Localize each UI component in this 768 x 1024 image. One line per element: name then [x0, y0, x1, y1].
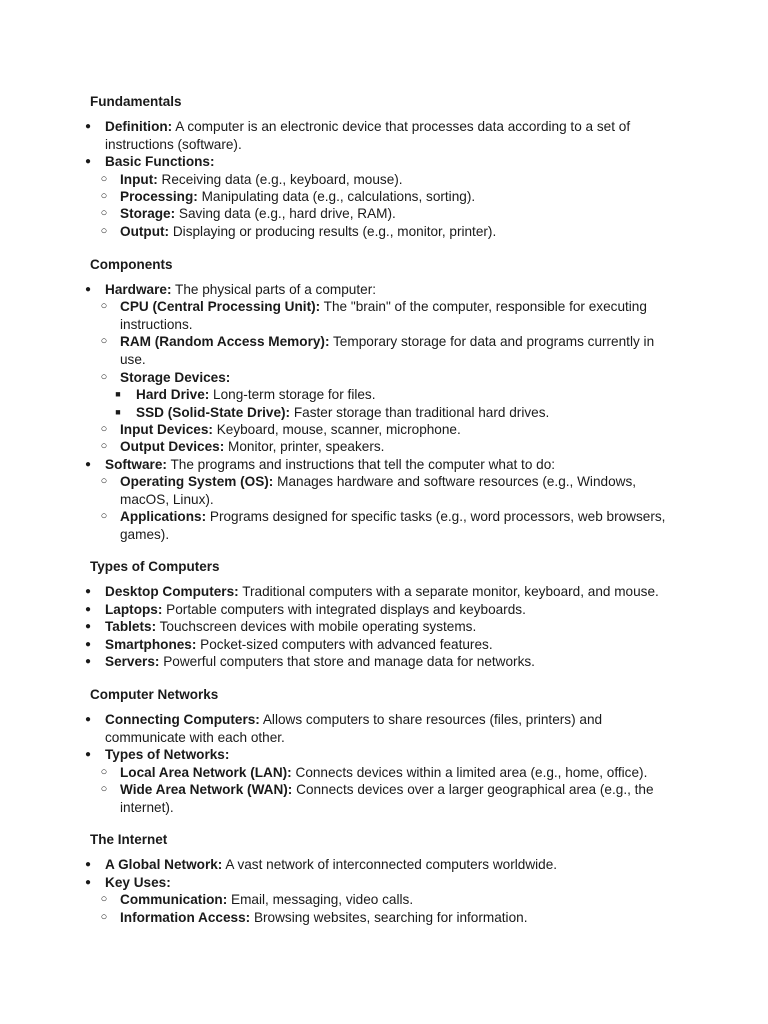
list-item-text: [105, 618, 685, 636]
list-item-text: [120, 438, 680, 456]
item-description: Manipulating data (e.g., calculations, sorting).: [197, 189, 476, 204]
item-description: The physical parts of a computer:: [171, 282, 376, 297]
item-term: Communication:: [120, 892, 228, 907]
item-term: Basic Functions:: [105, 154, 215, 169]
item-term: Applications:: [120, 509, 207, 524]
item-description: The "brain" of the computer, responsible for executing instructions.: [120, 299, 647, 332]
bullet-filled-circle: ●: [84, 656, 92, 667]
item-term: Local Area Network (LAN):: [120, 765, 292, 780]
bullet-filled-circle: ●: [84, 284, 92, 295]
heading-computer-networks: Computer Networks: [90, 687, 219, 702]
item-description: Browsing websites, searching for information.: [250, 910, 528, 925]
bullet-filled-circle: ●: [84, 639, 92, 650]
item-description: Connects devices over a larger geographical area (e.g., the internet).: [120, 782, 654, 815]
item-description: Portable computers with integrated displays and keyboards.: [162, 602, 526, 617]
heading-types-of-computers: Types of Computers: [90, 559, 220, 574]
item-term: Wide Area Network (WAN):: [120, 782, 293, 797]
list-item-text: [120, 205, 680, 223]
item-term: Key Uses:: [105, 875, 171, 890]
bullet-hollow-circle: ○: [100, 783, 108, 795]
item-term: Connecting Computers:: [105, 712, 260, 727]
bullet-hollow-circle: ○: [100, 335, 108, 347]
item-term: Processing:: [120, 189, 198, 204]
bullet-filled-square: ■: [115, 389, 121, 399]
item-description: Touchscreen devices with mobile operating systems.: [156, 619, 477, 634]
list-item-text: [120, 781, 680, 816]
bullet-filled-circle: ●: [84, 586, 92, 597]
item-description: Keyboard, mouse, scanner, microphone.: [212, 422, 461, 437]
item-term: Software:: [105, 457, 167, 472]
item-description: Long-term storage for files.: [209, 387, 376, 402]
bullet-hollow-circle: ○: [100, 893, 108, 905]
bullet-hollow-circle: ○: [100, 911, 108, 923]
list-item-text: [136, 404, 681, 422]
item-description: Powerful computers that store and manage data for networks.: [159, 654, 535, 669]
item-term: Input Devices:: [120, 422, 213, 437]
bullet-filled-circle: ●: [84, 459, 92, 470]
bullet-hollow-circle: ○: [100, 225, 108, 237]
item-description: Receiving data (e.g., keyboard, mouse).: [157, 172, 403, 187]
item-term: Servers:: [105, 654, 160, 669]
item-description: Email, messaging, video calls.: [227, 892, 414, 907]
list-item-text: [105, 601, 685, 619]
list-item-text: [105, 281, 685, 299]
item-term: Hardware:: [105, 282, 172, 297]
item-term: Input:: [120, 172, 158, 187]
item-term: Storage:: [120, 206, 176, 221]
item-term: Operating System (OS):: [120, 474, 274, 489]
item-description: Traditional computers with a separate monitor, keyboard, and mouse.: [238, 584, 659, 599]
list-item-text: [136, 386, 681, 404]
list-item-text: [120, 764, 680, 782]
item-term: Information Access:: [120, 910, 251, 925]
list-item-text: [120, 369, 680, 387]
bullet-filled-circle: ●: [84, 859, 92, 870]
list-item-text: [105, 636, 685, 654]
item-term: Hard Drive:: [136, 387, 210, 402]
item-description: Programs designed for specific tasks (e.g., word processors, web browsers, games).: [120, 509, 666, 542]
bullet-filled-circle: ●: [84, 604, 92, 615]
item-description: Temporary storage for data and programs currently in use.: [120, 334, 655, 367]
item-description: Saving data (e.g., hard drive, RAM).: [175, 206, 396, 221]
heading-the-internet: The Internet: [90, 832, 168, 847]
list-item-text: [120, 473, 680, 508]
list-item-text: [120, 891, 680, 909]
list-item-text: [105, 456, 685, 474]
bullet-filled-square: ■: [115, 407, 121, 417]
item-description: A computer is an electronic device that processes data according to a set of instructions (software).: [105, 119, 631, 152]
bullet-filled-circle: ●: [84, 714, 92, 725]
list-item-text: [120, 223, 680, 241]
list-item-text: [105, 153, 685, 171]
item-term: RAM (Random Access Memory):: [120, 334, 330, 349]
item-description: Connects devices within a limited area (e.g., home, office).: [291, 765, 648, 780]
list-item-text: [120, 171, 680, 189]
item-term: Types of Networks:: [105, 747, 230, 762]
list-item-text: [120, 421, 680, 439]
bullet-filled-circle: ●: [84, 156, 92, 167]
list-item-text: [105, 118, 685, 153]
list-item-text: [105, 711, 685, 746]
item-description: Monitor, printer, speakers.: [224, 439, 385, 454]
bullet-hollow-circle: ○: [100, 300, 108, 312]
item-description: Faster storage than traditional hard drives.: [290, 405, 550, 420]
item-description: Allows computers to share resources (files, printers) and communicate with each other.: [105, 712, 603, 745]
heading-components: Components: [90, 257, 173, 272]
list-item-text: [105, 583, 685, 601]
item-term: Laptops:: [105, 602, 163, 617]
bullet-filled-circle: ●: [84, 877, 92, 888]
bullet-hollow-circle: ○: [100, 207, 108, 219]
bullet-hollow-circle: ○: [100, 190, 108, 202]
list-item-text: [120, 298, 680, 333]
item-description: Displaying or producing results (e.g., monitor, printer).: [169, 224, 497, 239]
item-term: Definition:: [105, 119, 173, 134]
bullet-hollow-circle: ○: [100, 766, 108, 778]
bullet-hollow-circle: ○: [100, 510, 108, 522]
bullet-hollow-circle: ○: [100, 475, 108, 487]
bullet-hollow-circle: ○: [100, 423, 108, 435]
bullet-hollow-circle: ○: [100, 440, 108, 452]
item-description: Manages hardware and software resources (e.g., Windows, macOS, Linux).: [120, 474, 637, 507]
heading-fundamentals: Fundamentals: [90, 94, 182, 109]
list-item-text: [105, 746, 685, 764]
item-term: SSD (Solid-State Drive):: [136, 405, 291, 420]
item-term: A Global Network:: [105, 857, 223, 872]
item-description: A vast network of interconnected computers worldwide.: [222, 857, 558, 872]
list-item-text: [120, 909, 680, 927]
list-item-text: [120, 188, 680, 206]
bullet-filled-circle: ●: [84, 749, 92, 760]
item-description: Pocket-sized computers with advanced features.: [196, 637, 493, 652]
bullet-hollow-circle: ○: [100, 371, 108, 383]
bullet-filled-circle: ●: [84, 121, 92, 132]
item-term: Output Devices:: [120, 439, 225, 454]
item-term: CPU (Central Processing Unit):: [120, 299, 321, 314]
list-item-text: [120, 508, 680, 543]
item-term: Desktop Computers:: [105, 584, 239, 599]
list-item-text: [120, 333, 680, 368]
item-term: Tablets:: [105, 619, 157, 634]
list-item-text: [105, 856, 685, 874]
bullet-filled-circle: ●: [84, 621, 92, 632]
item-term: Output:: [120, 224, 170, 239]
list-item-text: [105, 653, 685, 671]
item-term: Smartphones:: [105, 637, 197, 652]
bullet-hollow-circle: ○: [100, 173, 108, 185]
list-item-text: [105, 874, 685, 892]
item-term: Storage Devices:: [120, 370, 231, 385]
item-description: The programs and instructions that tell the computer what to do:: [166, 457, 556, 472]
